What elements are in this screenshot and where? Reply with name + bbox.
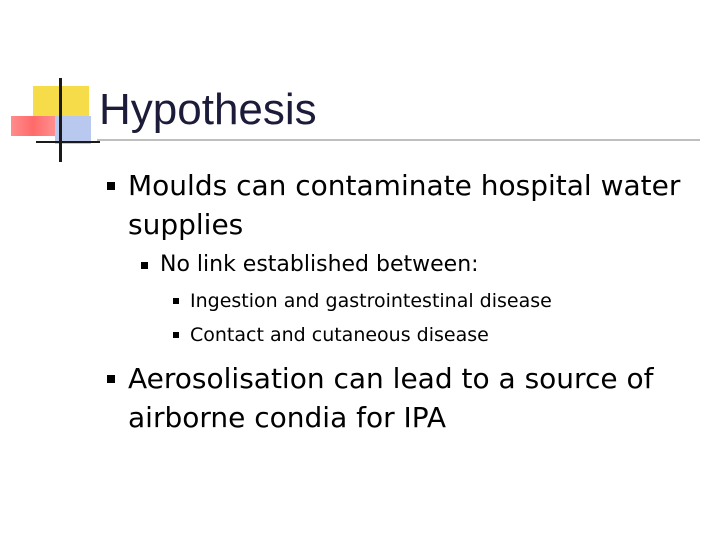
- square-bullet-icon: [141, 262, 148, 269]
- bullet-level1: [128, 166, 688, 244]
- bullet-level1: [128, 359, 673, 437]
- bullet-text: Aerosolisation can lead to a source of airborne condia for IPA: [128, 362, 654, 434]
- bullet-text: Ingestion and gastrointestinal disease: [190, 290, 552, 312]
- slide-title: Hypothesis: [99, 85, 317, 134]
- bullet-level2: [160, 250, 680, 280]
- square-bullet-icon: [107, 182, 115, 190]
- square-bullet-icon: [173, 332, 179, 338]
- bullet-text: Moulds can contaminate hospital water supplies: [128, 169, 681, 241]
- square-bullet-icon: [107, 375, 115, 383]
- bullet-text: No link established between:: [160, 252, 479, 277]
- bullet-level3: [190, 288, 690, 314]
- bullet-text: Contact and cutaneous disease: [190, 324, 489, 346]
- square-bullet-icon: [173, 298, 179, 304]
- bullet-level3: [190, 322, 690, 348]
